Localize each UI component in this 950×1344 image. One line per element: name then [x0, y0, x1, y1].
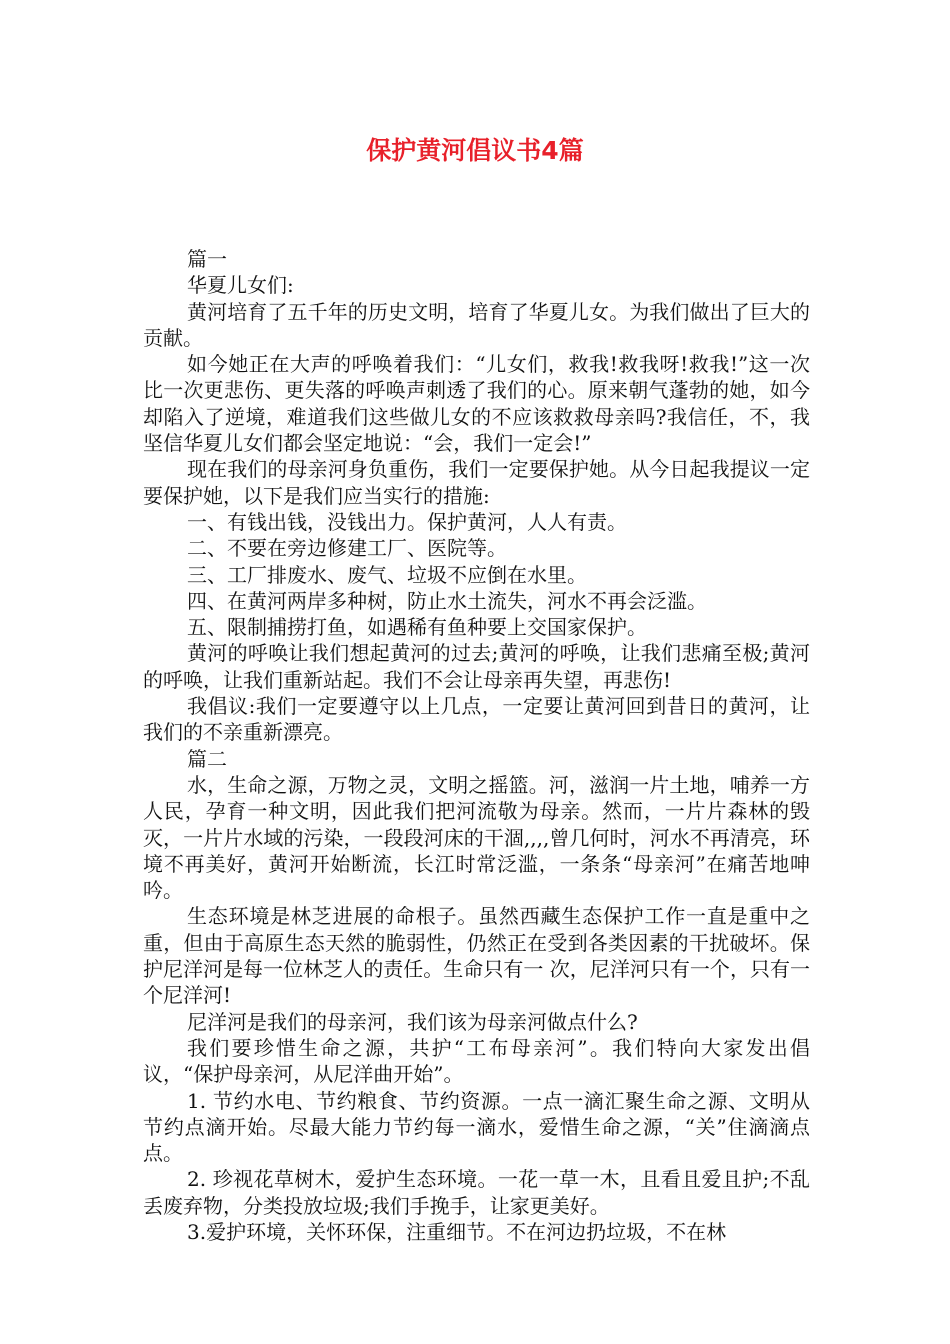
paragraph: 尼洋河是我们的母亲河，我们该为母亲河做点什么?	[187, 1009, 638, 1034]
salutation: 华夏儿女们:	[187, 273, 294, 298]
numbered-item: 3.爱护环境，关怀环保，注重细节。不在河边扔垃圾，不在林	[187, 1219, 727, 1244]
list-item: 一、有钱出钱，没钱出力。保护黄河，人人有责。	[187, 509, 627, 534]
document-body	[143, 246, 810, 1245]
paragraph: 我倡议:我们一定要遵守以上几点，一定要让黄河回到昔日的黄河，让我们的不亲重新漂亮。	[143, 694, 810, 745]
list-item: 五、限制捕捞打鱼，如遇稀有鱼种要上交国家保护。	[187, 615, 647, 640]
numbered-item: 1. 节约水电、节约粮食、节约资源。一点一滴汇聚生命之源、文明从节约点滴开始。尽最大能力节约每一滴水，爱惜生命之源，“关”住滴滴点点。	[143, 1088, 810, 1166]
list-item: 二、不要在旁边修建工厂、医院等。	[187, 536, 507, 561]
paragraph: 生态环境是林芝进展的命根子。虽然西藏生态保护工作一直是重中之重，但由于高原生态天然的脆弱性，仍然正在受到各类因素的干扰破坏。保护尼洋河是每一位林芝人的责任。生命只有一 次，尼洋河只有一个，只有一个尼洋河!	[143, 904, 810, 1008]
section-heading-2: 篇二	[187, 746, 227, 771]
list-item: 四、在黄河两岸多种树，防止水土流失，河水不再会泛滥。	[187, 588, 707, 613]
list-item: 三、工厂排废水、废气、垃圾不应倒在水里。	[187, 562, 587, 587]
document-title: 保护黄河倡议书4篇	[366, 136, 584, 165]
paragraph: 我们要珍惜生命之源，共护“工布母亲河”。我们特向大家发出倡议，“保护母亲河，从尼洋曲开始”。	[143, 1035, 810, 1087]
paragraph: 水，生命之源，万物之灵，文明之摇篮。河，滋润一片土地，哺养一方人民，孕育一种文明，因此我们把河流敬为母亲。然而，一片片森林的毁灭，一片片水域的污染，一段段河床的干涸,,,,曾几何时，河水不再清亮，环境不再美好，黄河开始断流，长江时常泛滥，一条条“母亲河”在痛苦地呻吟。	[143, 772, 810, 903]
paragraph: 黄河培育了五千年的历史文明，培育了华夏儿女。为我们做出了巨大的贡献。	[143, 299, 810, 350]
paragraph: 如今她正在大声的呼唤着我们：“儿女们，救我!救我呀!救我!”这一次比一次更悲伤、更失落的呼唤声刺透了我们的心。原来朝气蓬勃的她，如今却陷入了逆境，难道我们这些做儿女的不应该救救母亲吗?我信任，不，我坚信华夏儿女们都会坚定地说：“会，我们一定会!”	[143, 352, 810, 456]
numbered-item: 2. 珍视花草树木，爱护生态环境。一花一草一木，且看且爱且护;不乱丢废弃物，分类投放垃圾;我们手挽手，让家更美好。	[143, 1167, 810, 1218]
paragraph: 现在我们的母亲河身负重伤，我们一定要保护她。从今日起我提议一定要保护她，以下是我们应当实行的措施:	[143, 457, 810, 508]
section-heading-1: 篇一	[187, 247, 227, 271]
paragraph: 黄河的呼唤让我们想起黄河的过去;黄河的呼唤，让我们悲痛至极;黄河的呼唤，让我们重新站起。我们不会让母亲再失望，再悲伤!	[143, 641, 810, 692]
